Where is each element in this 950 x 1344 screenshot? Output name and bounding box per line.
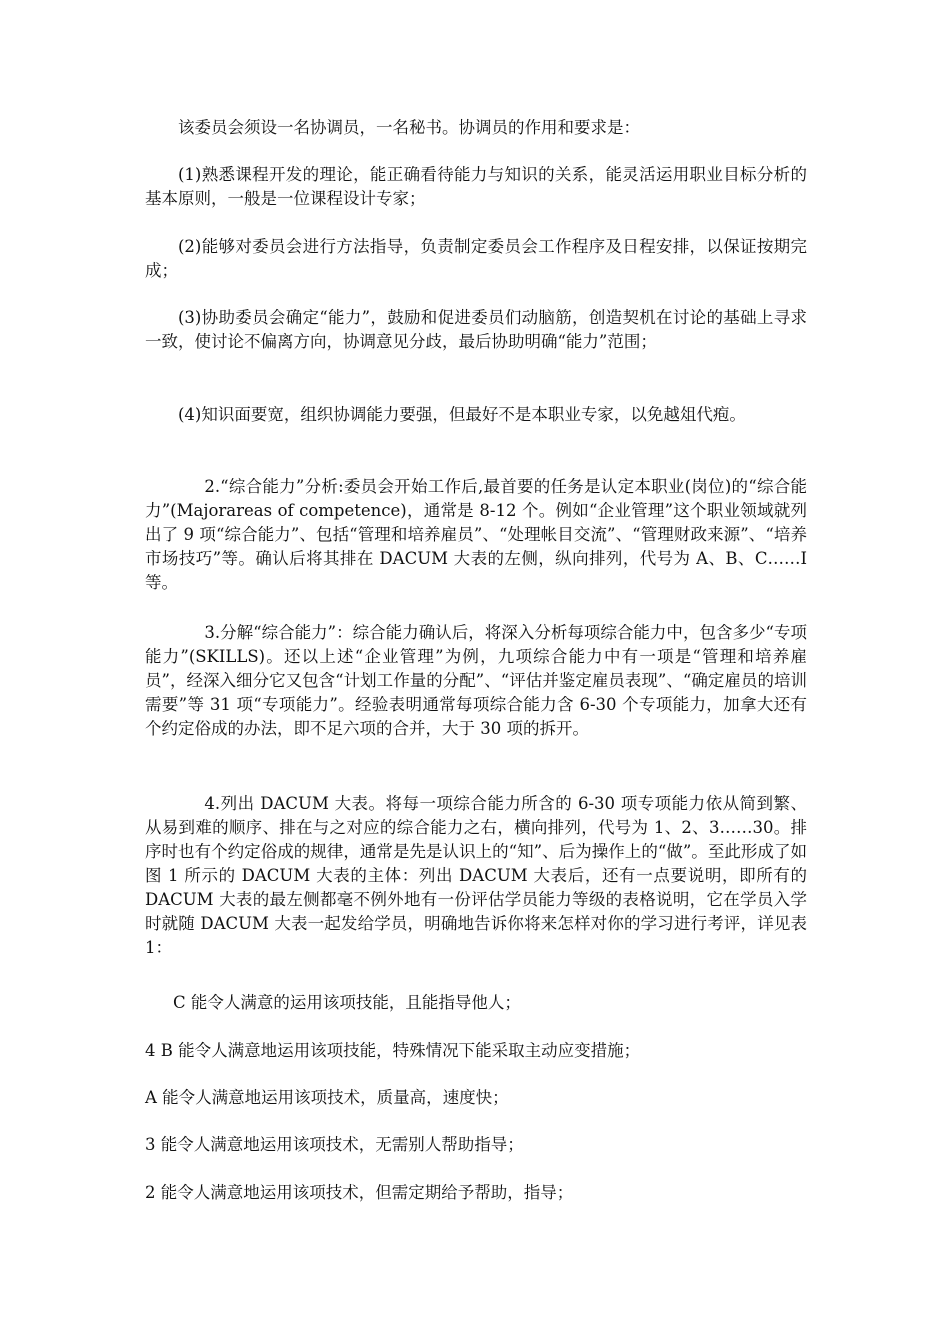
paragraph-requirement-3: (3)协助委员会确定“能力”，鼓励和促进委员们动脑筋，创造契机在讨论的基础上寻求一致，使讨论不偏离方向，协调意见分歧，最后协助明确“能力”范围； — [145, 308, 807, 351]
paragraph-coordinator-intro: 该委员会须设一名协调员，一名秘书。协调员的作用和要求是： — [178, 118, 640, 137]
paragraph-requirement-2: (2)能够对委员会进行方法指导，负责制定委员会工作程序及日程安排，以保证按期完成； — [145, 237, 807, 280]
rating-item-2: 2 能令人满意地运用该项技术，但需定期给予帮助，指导； — [145, 1183, 574, 1202]
paragraph-requirement-4: (4)知识面要宽，组织协调能力要强，但最好不是本职业专家，以免越俎代疱。 — [178, 405, 746, 424]
rating-item-a: A 能令人满意地运用该项技术，质量高，速度快； — [145, 1088, 509, 1107]
rating-item-c: C 能令人满意的运用该项技能，且能指导他人； — [173, 993, 521, 1012]
paragraph-requirement-1: (1)熟悉课程开发的理论，能正确看待能力与知识的关系，能灵活运用职业目标分析的基本原则，一般是一位课程设计专家； — [145, 165, 807, 208]
paragraph-comprehensive-ability: 2.“综合能力”分析:委员会开始工作后,最首要的任务是认定本职业(岗位)的“综合能力”(Majorareas of competence)，通常是 8-12 个。例如“企业管理”这个职业领域就列出了 9 项“综合能力”、包括“管理和培养雇员”、“处理帐目交流”、“管理财政来源”、“培养市场技巧”等。确认后将其排在 DACUM 大表的左侧，纵向排列，代号为 A、B、C……I 等。 — [145, 477, 807, 592]
rating-item-4b: 4 B 能令人满意地运用该项技能，特殊情况下能采取主动应变措施； — [145, 1041, 641, 1060]
rating-item-3: 3 能令人满意地运用该项技术，无需别人帮助指导； — [145, 1135, 524, 1154]
paragraph-decompose-ability: 3.分解“综合能力”：综合能力确认后，将深入分析每项综合能力中，包含多少“专项能力”(SKILLS)。还以上述“企业管理”为例，九项综合能力中有一项是“管理和培养雇员”，经深入细分它又包含“计划工作量的分配”、“评估并鉴定雇员表现”、“确定雇员的培训需要”等 31 项“专项能力”。经验表明通常每项综合能力含 6-30 个专项能力，加拿大还有个约定俗成的办法，即不足六项的合并，大于 30 项的拆开。 — [145, 623, 807, 738]
paragraph-dacum-table: 4.列出 DACUM 大表。将每一项综合能力所含的 6-30 项专项能力依从简到繁、从易到难的顺序、排在与之对应的综合能力之右，横向排列，代号为 1、2、3……30。排序时也有个约定俗成的规律，通常是先是认识上的“知”、后为操作上的“做”。至此形成了如图 1 所示的 DACUM 大表的主体：列出 DACUM 大表后，还有一点要说明，即所有的 DACUM 大表的最左侧都毫不例外地有一份评估学员能力等级的表格说明，它在学员入学时就随 DACUM 大表一起发给学员，明确地告诉你将来怎样对你的学习进行考评，详见表 1： — [145, 794, 807, 957]
